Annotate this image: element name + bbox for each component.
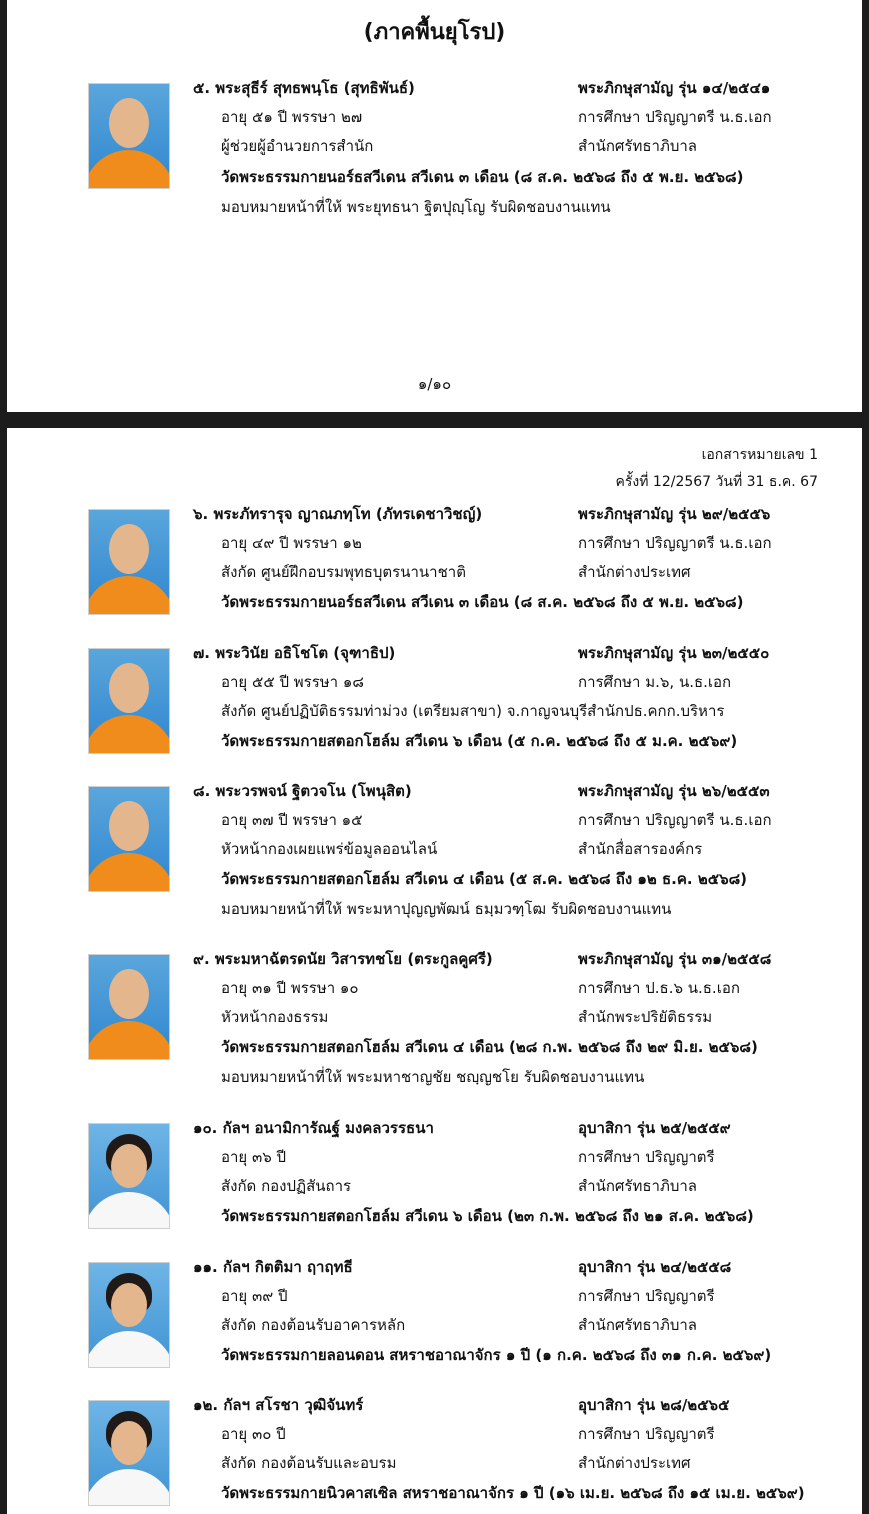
person-age: อายุ ๔๙ ปี พรรษา ๑๒: [221, 534, 362, 552]
monk-portrait-icon: [88, 83, 170, 189]
person-name: ๕. พระสุธีร์ สุทธพนฺโธ (สุทธิพันธ์): [193, 79, 415, 97]
person-office: สำนักพระปริยัติธรรม: [578, 1008, 713, 1026]
page-number: ๑/๑๐: [417, 375, 452, 393]
person-education: การศึกษา ปริญญาตรี น.ธ.เอก: [578, 534, 772, 552]
person-class: พระภิกษุสามัญ รุ่น ๒๙/๒๕๕๖: [578, 505, 771, 523]
person-education: การศึกษา ปริญญาตรี: [578, 1287, 715, 1305]
person-education: การศึกษา ปริญญาตรี: [578, 1148, 715, 1166]
laywoman-portrait-icon: [88, 1262, 170, 1368]
person-age: อายุ ๓๑ ปี พรรษา ๑๐: [221, 979, 359, 997]
person-assignment: วัดพระธรรมกายนอร์ธสวีเดน สวีเดน ๓ เดือน (๘ ส.ค. ๒๕๖๘ ถึง ๕ พ.ย. ๒๕๖๘): [221, 593, 744, 611]
person-office: สำนักต่างประเทศ: [578, 563, 691, 581]
document-page-2: [7, 428, 862, 1514]
person-assignment: วัดพระธรรมกายสตอกโฮล์ม สวีเดน ๖ เดือน (๒๓ ก.พ. ๒๕๖๘ ถึง ๒๑ ส.ค. ๒๕๖๘): [221, 1207, 754, 1225]
doc-number: เอกสารหมายเลข 1: [701, 447, 818, 463]
person-office: สำนักศรัทธาภิบาล: [578, 1177, 697, 1195]
person-age: อายุ ๕๑ ปี พรรษา ๒๗: [221, 108, 363, 126]
laywoman-portrait-icon: [88, 1123, 170, 1229]
person-education: การศึกษา ปริญญาตรี: [578, 1425, 715, 1443]
person-position: หัวหน้ากองเผยแพร่ข้อมูลออนไลน์: [221, 840, 438, 858]
laywoman-portrait-icon: [88, 1400, 170, 1506]
person-assignment: วัดพระธรรมกายสตอกโฮล์ม สวีเดน ๔ เดือน (๕ ส.ค. ๒๕๖๘ ถึง ๑๒ ธ.ค. ๒๕๖๘): [221, 870, 748, 888]
document-page-1: [7, 0, 862, 412]
person-position: สังกัด ศูนย์ฝึกอบรมพุทธบุตรนานาชาติ: [221, 563, 466, 581]
meeting-info: ครั้งที่ 12/2567 วันที่ 31 ธ.ค. 67: [615, 474, 818, 490]
person-name: ๖. พระภัทรารุจ ญาณภทฺโท (ภัทรเดชาวิชญ์): [193, 505, 483, 523]
person-assignment: วัดพระธรรมกายลอนดอน สหราชอาณาจักร ๑ ปี (๑ ก.ค. ๒๕๖๘ ถึง ๓๑ ก.ค. ๒๕๖๙): [221, 1346, 772, 1364]
person-position: ผู้ช่วยผู้อำนวยการสำนัก: [221, 137, 374, 155]
person-name: ๑๐. กัลฯ อนามิการัณฐ์ มงคลวรรธนา: [193, 1119, 434, 1137]
person-name: ๙. พระมหาฉัตรดนัย วิสารทชโย (ตระกูลคูศรี): [193, 950, 493, 968]
person-office: สำนักศรัทธาภิบาล: [578, 1316, 697, 1334]
person-class: พระภิกษุสามัญ รุ่น ๒๖/๒๕๕๓: [578, 782, 770, 800]
person-assignment: วัดพระธรรมกายสตอกโฮล์ม สวีเดน ๔ เดือน (๒๘ ก.พ. ๒๕๖๘ ถึง ๒๙ มิ.ย. ๒๕๖๘): [221, 1038, 758, 1056]
person-office: สำนักต่างประเทศ: [578, 1454, 691, 1472]
monk-portrait-icon: [88, 954, 170, 1060]
person-age: อายุ ๕๕ ปี พรรษา ๑๘: [221, 673, 364, 691]
person-class: พระภิกษุสามัญ รุ่น ๑๔/๒๕๔๑: [578, 79, 771, 97]
person-class: อุบาสิกา รุ่น ๒๕/๒๕๕๙: [578, 1119, 731, 1137]
person-position: สังกัด กองต้อนรับและอบรม: [221, 1454, 397, 1472]
person-assignment: วัดพระธรรมกายนิวคาสเซิล สหราชอาณาจักร ๑ ปี (๑๖ เม.ย. ๒๕๖๘ ถึง ๑๕ เม.ย. ๒๕๖๙): [221, 1484, 805, 1502]
person-office: สำนักสื่อสารองค์กร: [578, 840, 703, 858]
monk-portrait-icon: [88, 509, 170, 615]
person-class: พระภิกษุสามัญ รุ่น ๓๑/๒๕๕๘: [578, 950, 772, 968]
person-age: อายุ ๓๙ ปี: [221, 1287, 288, 1305]
person-class: อุบาสิกา รุ่น ๒๘/๒๕๖๕: [578, 1396, 730, 1414]
monk-portrait-icon: [88, 786, 170, 892]
person-delegation: มอบหมายหน้าที่ให้ พระมหาปุญญพัฒน์ ธมฺมวฑฺโฒ รับผิดชอบงานแทน: [221, 900, 672, 918]
person-education: การศึกษา ปริญญาตรี น.ธ.เอก: [578, 108, 772, 126]
person-age: อายุ ๓๗ ปี พรรษา ๑๕: [221, 811, 363, 829]
person-age: อายุ ๓๐ ปี: [221, 1425, 286, 1443]
person-name: ๑๒. กัลฯ สโรชา วุฒิจันทร์: [193, 1396, 364, 1414]
section-title: (ภาคพื้นยุโรป): [363, 20, 506, 45]
person-assignment: วัดพระธรรมกายสตอกโฮล์ม สวีเดน ๖ เดือน (๕ ก.ค. ๒๕๖๘ ถึง ๕ ม.ค. ๒๕๖๙): [221, 732, 738, 750]
person-education: การศึกษา ม.๖, น.ธ.เอก: [578, 673, 732, 691]
person-position: สังกัด กองต้อนรับอาคารหลัก: [221, 1316, 406, 1334]
person-name: ๘. พระวรพจน์ ฐิตวจโน (โพนุสิต): [193, 782, 412, 800]
person-delegation: มอบหมายหน้าที่ให้ พระมหาชาญชัย ชญฺญชโย รับผิดชอบงานแทน: [221, 1068, 645, 1086]
person-education: การศึกษา ป.ธ.๖ น.ธ.เอก: [578, 979, 740, 997]
person-age: อายุ ๓๖ ปี: [221, 1148, 287, 1166]
person-position: สังกัด ศูนย์ปฏิบัติธรรมท่าม่วง (เตรียมสาขา) จ.กาญจนบุรีสำนักปธ.คกก.บริหาร: [221, 702, 725, 720]
person-education: การศึกษา ปริญญาตรี น.ธ.เอก: [578, 811, 772, 829]
person-position: สังกัด กองปฏิสันถาร: [221, 1177, 352, 1195]
monk-portrait-icon: [88, 648, 170, 754]
person-name: ๑๑. กัลฯ กิตติมา ฤาฤทธี: [193, 1258, 353, 1276]
person-position: หัวหน้ากองธรรม: [221, 1008, 329, 1026]
person-class: อุบาสิกา รุ่น ๒๔/๒๕๕๘: [578, 1258, 732, 1276]
person-class: พระภิกษุสามัญ รุ่น ๒๓/๒๕๕๐: [578, 644, 770, 662]
person-delegation: มอบหมายหน้าที่ให้ พระยุทธนา ฐิตปุญฺโญ รับผิดชอบงานแทน: [221, 198, 611, 216]
person-assignment: วัดพระธรรมกายนอร์ธสวีเดน สวีเดน ๓ เดือน (๘ ส.ค. ๒๕๖๘ ถึง ๕ พ.ย. ๒๕๖๘): [221, 168, 744, 186]
person-name: ๗. พระวินัย อธิโชโต (จุฑาธิป): [193, 644, 396, 662]
person-office: สำนักศรัทธาภิบาล: [578, 137, 697, 155]
document-reference: [616, 442, 818, 496]
